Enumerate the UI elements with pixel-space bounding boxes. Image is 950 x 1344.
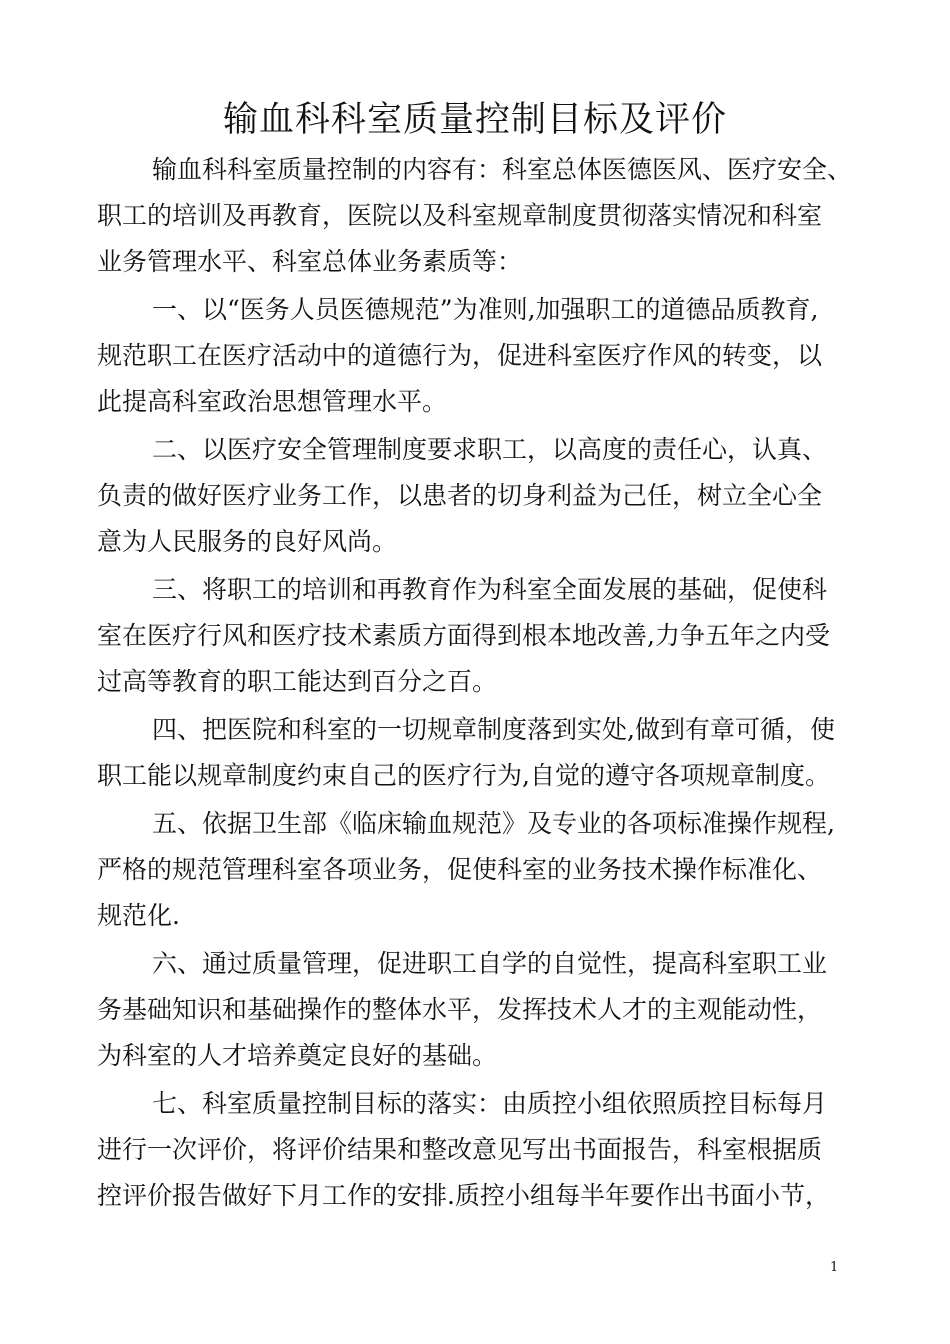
text-line: 室在医疗行风和医疗技术素质方面得到根本地改善,力争五年之内受	[97, 621, 830, 650]
page-number: 1	[830, 1260, 839, 1275]
text-line: 负责的做好医疗业务工作，以患者的切身利益为己任，树立全心全	[97, 481, 823, 510]
text-line: 四、把医院和科室的一切规章制度落到实处,做到有章可循，使	[152, 715, 835, 744]
text-line: 此提高科室政治思想管理水平。	[97, 387, 448, 416]
text-line: 过高等教育的职工能达到百分之百。	[97, 667, 498, 696]
text-line: 进行一次评价，将评价结果和整改意见写出书面报告，科室根据质	[97, 1135, 823, 1164]
text-line: 职工的培训及再教育，医院以及科室规章制度贯彻落实情况和科室	[97, 201, 823, 230]
text-line: 规范职工在医疗活动中的道德行为，促进科室医疗作风的转变，以	[97, 341, 823, 370]
text-line: 二、以医疗安全管理制度要求职工，以高度的责任心，认真、	[152, 435, 828, 464]
text-line: 务基础知识和基础操作的整体水平，发挥技术人才的主观能动性，	[97, 995, 823, 1024]
text-line: 职工能以规章制度约束自己的医疗行为,自觉的遵守各项规章制度。	[97, 761, 830, 790]
text-line: 严格的规范管理科室各项业务，促使科室的业务技术操作标准化、	[97, 855, 823, 884]
text-line: 业务管理水平、科室总体业务素质等：	[97, 247, 523, 276]
text-line: 五、依据卫生部《临床输血规范》及专业的各项标准操作规程,	[152, 809, 835, 838]
text-line: 意为人民服务的良好风尚。	[97, 527, 398, 556]
text-line: 一、以“医务人员医德规范”为准则,加强职工的道德品质教育,	[152, 295, 819, 324]
text-line: 六、通过质量管理，促进职工自学的自觉性，提高科室职工业	[152, 949, 828, 978]
text-line: 七、科室质量控制目标的落实：由质控小组依照质控目标每月	[152, 1089, 828, 1118]
document-title: 输血科科室质量控制目标及评价	[222, 100, 727, 140]
text-line: 输血科科室质量控制的内容有：科室总体医德医风、医疗安全、	[152, 155, 853, 184]
text-line: 为科室的人才培养奠定良好的基础。	[97, 1041, 498, 1070]
text-line: 三、将职工的培训和再教育作为科室全面发展的基础，促使科	[152, 575, 828, 604]
text-line: 控评价报告做好下月工作的安排.质控小组每半年要作出书面小节，	[97, 1181, 830, 1210]
text-line: 规范化.	[97, 901, 180, 930]
